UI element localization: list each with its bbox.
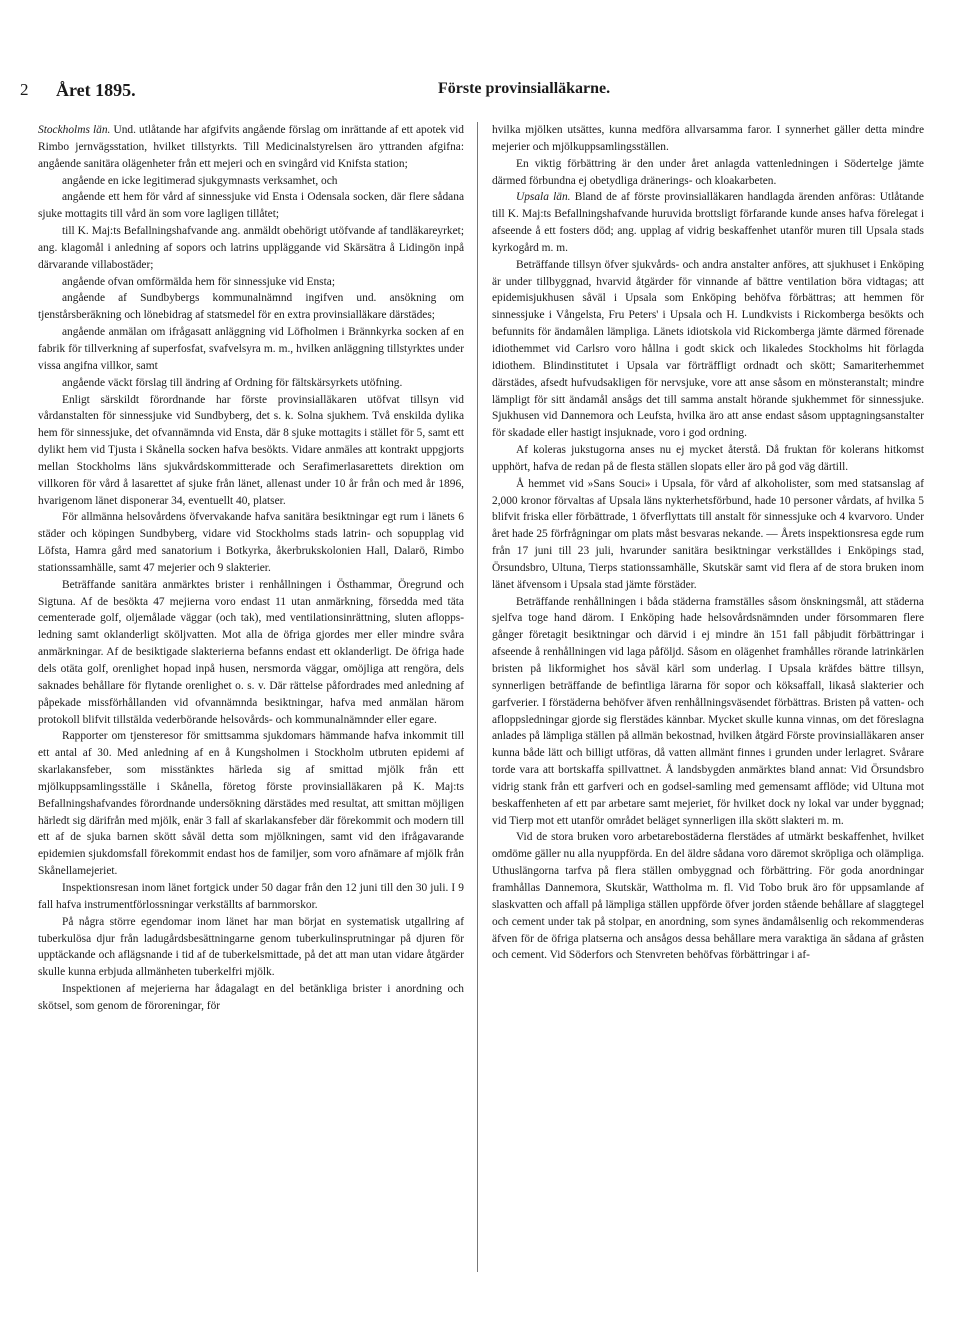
paragraph: [38, 189, 464, 223]
paragraph: [492, 476, 924, 594]
paragraph: [38, 122, 464, 173]
paragraph: [38, 577, 464, 729]
paragraph-text: Enligt särskildt förordnande har förste provinsialläkaren utöfvat tillsyn vid vårdanstalten för sinnessjuke vid Sundbyberg, det s. k. Solna sjukhem. Två enskilda dylika hem för sinnessjuke, det ofvannämnda vid Ensta, där 8 sjuke mottagits i stället för 5, samt ett dylikt hem vid Tjusta i Skånella socken hafva besökts. Vidare anmäles att kontrakt uppgjorts mellan Stockholms läns sjukvårdskommitterade och Serafimerlasarettets direktion om villkoren för vård å lasarettet af sjuke från länet, allenast under 10 år från och med år 1896, hvarigenom länet disponerar 34, eventuellt 40, platser.: [38, 393, 464, 507]
paragraph-text: Vid de stora bruken voro arbetarebostäderna flerstädes af utmärkt beskaffenhet, hvilket omdöme gäller nu alla nyuppförda. En del äldre sådana voro däremot skröpliga och olämpliga. Uthuslängorna tarfva på flera ställen ombyggnad och förbättring. För goda anordningar framhållas Dannemora, Skutskär, Wattholma m. fl. Vid Tobo bruk äro för uppsamlande af slaskvatten och affall på lämpliga ställen uppförde öfver jorden stående behållare af slaggtegel och cement under tak på stolpar, en anordning, som synes ändamålsenlig och rekommenderas äfven för de öfriga platserna och ansågos dessa behållare mera varaktiga än sådana af gråsten och cement. Vid Söderfors och Stenvreten behöfvas förbättringar i af-: [492, 831, 924, 962]
paragraph-text: Beträffande sanitära anmärktes brister i renhållningen i Östhammar, Öregrund och Sigtuna. Af de besökta 47 mejierna voro endast 11 utan anmärkning, försedda med täta cementerade golf, oljemålade väggar (och tak), med ventilationsinrättning, sluten aflopps-ledning samt oklanderligt sköljvatten. Mot alla de öfriga gjordes mer eller mindre svåra anmärkningar. Af de besiktigade slakterierna befanns endast ett oklanderligt. De öfriga hade dels otäta golf, orenlighet hopad inpå husen, nersmorda väggar, omöjliga att rengöra, dels saknades behållare för flytande orenlighet o. s. v. Där rättelse påfordrades med anledning af påpekade missförhållanden vid ofvannämnda besiktningar, hafva med anmälan härom protokoll blifvit tillstälda vederbörande helsovårds- och kommunalnämnder eller egare.: [38, 578, 464, 726]
paragraph-text: Inspektionsresan inom länet fortgick under 50 dagar från den 12 juni till den 30 juli. I 9 fall hafva instrumentförlossningar verkställts af barnmorskor.: [38, 881, 464, 911]
section-lead: Stockholms län.: [38, 124, 111, 136]
paragraph-text: Und. utlåtande har afgifvits angående förslag om inrättande af ett apotek vid Rimbo jernvägsstation, hvilket tillstyrkts. Till Medicinalstyrelsen äro yttranden afgifna: angående sanitära olägenheter från ett mejeri och en svingård vid Knifsta station;: [38, 124, 464, 170]
paragraph-text: angående anmälan om ifrågasatt anläggning vid Löfholmen i Brännkyrka socken af en fabrik för tillverkning af superfosfat, svafvelsyra m. m., hvilken anläggning tillstyrktes under vissa angifna villkor, samt: [38, 326, 464, 372]
paragraph-text: angående ett hem för vård af sinnessjuke vid Ensta i Odensala socken, där flere sådana sjuke mottagits till vård än som vore lagligen tillåtet;: [38, 191, 464, 221]
paragraph: [38, 509, 464, 576]
column-divider: [477, 122, 478, 1272]
running-head-title: Förste provinsialläkarne.: [438, 80, 611, 97]
paragraph: [38, 290, 464, 324]
paragraph-text: Rapporter om tjensteresor för smittsamma sjukdomars hämmande hafva inkommit till ett antal af 30. Med anledning af en å Kungsholmen i Stockholm utbruten epidemi af skarlakansfeber, som misstänktes härleda sig af smittad mjölk från ett mjölkuppsamlingsställe i Skånella, företog förste provinsialläkaren på K. Maj:ts Befallningshafvandes förordnande undersökning därstädes med resultat, att smittan möjligen härledt sig därifrån med mjölk, enär 3 fall af skarlakansfeber där förekommit och modern till ett af de sjuka barnen skött såväl detta som mjölkningen, samt vid den ifrågavarande epidemien sjukdomsfall förekommit endast hos de familjer, som voro afnämare af mjölk från Skånellamejeriet.: [38, 730, 464, 878]
page-number: 2: [20, 80, 29, 99]
paragraph-text: hvilka mjölken utsättes, kunna medföra allvarsamma faror. I synnerhet gäller detta mindre mejerier och mjölkuppsamlingsställen.: [492, 124, 924, 153]
paragraph: [38, 375, 464, 392]
paragraph: [492, 442, 924, 476]
paragraph-text: angående väckt förslag till ändring af Ordning för fältskärsyrkets utöfning.: [62, 376, 403, 389]
paragraph: [38, 324, 464, 375]
paragraph-text: På några större egendomar inom länet har man börjat en systematisk utgallring af tuberkulösa djur från ladugårdsbesättningarne genom tuberkulinsprutningar på djuren för upptäckande och aflägsnande i tid af de tuberkelsmittade, på det att man utan vidare åtgärder skulle kunna erbjuda allmänheten tuberkelfri mjölk.: [38, 915, 464, 979]
paragraph-text: Å hemmet vid »Sans Souci» i Upsala, för vård af alkoholister, som med statsanslag af 2,000 kronor förvaltas af Upsala läns nykterhetsförbund, hade 10 personer vårdats, af hvilka 5 blifvit friska eller förbättrade, 1 öfverflyttats till anstalt för sinnessjuke och 4 kvarvoro. Under året hade 25 förfrågningar om plats måst besvaras nekande. — Årets inspektionsresa egde rum från 17 juni till 23 juli, hvarunder sanitära besiktningar verkställdes i Enköpings stad, Örsundsbro, Ultuna, Tierps stationssamhälle, Skutskär samt vid flera af de stora bruken inom länet äfvensom i Upsala stad jämte förstäder.: [492, 477, 924, 591]
paragraph: [38, 880, 464, 914]
paragraph: [38, 392, 464, 510]
page-header: [20, 80, 940, 104]
paragraph: [38, 173, 464, 190]
paragraph-text: till K. Maj:ts Befallningshafvande ang. anmäldt obehörigt utöfvande af tandläkareyrket; ang. klagomål i anledning af sopors och latrins uppläggande vid Skärsätra å Lidingön inpå därvarande villabostäder;: [38, 225, 464, 271]
paragraph-text: Beträffande renhållningen i båda städerna framställes såsom önskningsmål, att städerna sjelfva toge hand därom. I Enköping hade helsovårdsnämnden under försommaren flere gånger företagit besiktningar och därvid i ej mindre än 151 fall påbjudit förbättringar i afseende å renhållningen vid laga påföljd. Såsom en olägenhet framhålles rörande latrinkärlen bristen på likformighet hos såväl kärl som underlag. I Upsala kräfdes bättre tillsyn, synnerligen beträffande de befintliga lärarna för sopor och köksaffall, likaså slakterier och garfverier. I förstäderna behöfver äfven renhållningsväsendet förbättras. Bristen på vatten- och afloppsledningar gjorde sig flerstädes kännbar. Mycket skulle kunna vinnas, om det föreslagna anlades på lämpliga ställen på allmän bekostnad, hvilken åtgärd Förste provinsialläkaren anser kunna både lätt och billigt utföras, då vatten allmänt finnes i grunden under lerlagret. Svårare torde vara att bortskaffa spillvattnet. Å landsbygden anmärktes bland annat: Vid Örsundsbro vidrig stank från ett garfveri och en godsel-samling med gemensamt afflöde; vid Ultuna mot beskaffenheten af ett par arbetare samt mejeriet, för hvilket dock ny lokal var under byggnad; vid Tierp mot ett utanför området beläget synnerligen illa skött slakteri m. m.: [492, 595, 924, 827]
left-column: [38, 122, 464, 1015]
paragraph-text: angående en icke legitimerad sjukgymnasts verksamhet, och: [62, 174, 338, 187]
paragraph-text: En viktig förbättring är den under året anlagda vattenledningen i Södertelge jämte därmed förbundna ej obetydliga dränerings- och kloakarbeten.: [492, 157, 924, 187]
paragraph: [38, 981, 464, 1015]
paragraph: [492, 829, 924, 964]
paragraph: [492, 594, 924, 830]
paragraph: [492, 189, 924, 256]
paragraph-text: Inspektionen af mejerierna har ådagalagt en del betänkliga brister i anordning och skötsel, som genom de föroreningar, för: [38, 983, 464, 1012]
paragraph-text: angående af Sundbybergs kommunalnämnd ingifven und. ansökning om tjenstårsberäkning och lönebidrag af statsmedel för en extra provinsialläkare därstädes;: [38, 292, 464, 322]
paragraph-text: För allmänna helsovårdens öfvervakande hafva sanitära besiktningar egt rum i länets 6 städer och köpingen Sundbyberg, vidare vid Stockholms stads latrin- och sopupplag vid Löfsta, Hamra gård med sanatorium i Botkyrka, åkerbrukskolonien Hall, Dalarö, Rimbo stationssamhälle, samt 47 mejerier och 9 slakterier.: [38, 511, 464, 574]
paragraph: [38, 914, 464, 981]
paragraph-text: Af koleras jukstugorna anses nu ej mycket återstå. Då fruktan för kolerans hitkomst upphört, hafva de redan på de flesta ställen slopats eller äro på god väg därtill.: [492, 444, 924, 473]
paragraph: [38, 728, 464, 880]
paragraph: [38, 223, 464, 274]
paragraph: [492, 156, 924, 190]
section-lead: Upsala län.: [516, 191, 571, 204]
paragraph-text: Beträffande tillsyn öfver sjukvårds- och andra anstalter anföres, att sjukhuset i Enköping är under tillbyggnad, hvarvid åtgärder för vinnande af bättre ventilation böra vidtagas; att epidemisjukhusen såväl i Upsala som Enköping behöfva förbättras; att hemmen för sinnessjuke i Vångelsta, Fru Peters' i Upsala och H. Lundkvists i Rickomberga besökts och befunnits för ändamålen lämpliga. Länets idiotskola vid Rickomberga jämte därmed förenade idiothemmet vid Carlsro voro hållna i godt skick och likaledes Stockholms hit förlagda idiothem. Blindinstitutet i Upsala var förträffligt ordnadt och skött; Samariterhemmet därstädes, afsedt hufvudsakligen för nervsjuke, vore att anse såsom en mönsteranstalt; mindre lämpligt för sitt ändamål ansågs det till samma anstalt hörande sjukhemmet för sinnessjuke. Sjukhusen vid Dannemora och Leufsta, hvilka äro att anse endast såsom upptagningsanstalter för skadade eller hastigt insjuknade, voro i god ordning.: [492, 258, 924, 440]
running-head-year: Året 1895.: [56, 80, 136, 100]
paragraph: [38, 274, 464, 291]
paragraph: [492, 257, 924, 442]
right-column: [492, 122, 924, 964]
paragraph: [492, 122, 924, 156]
paragraph-text: Bland de af förste provinsialläkaren handlagda ärenden anföras: Utlåtande till K. Maj:ts Befallningshafvande huruvida brottsligt förfarande kunde anses hafva förelegat i afseende å ett fosters död; ang. upplag af vidrig beskaffenhet utanför muren till Upsala stads kyrkogård m. m.: [492, 191, 924, 254]
paragraph-text: angående ofvan omförmälda hem för sinnessjuke vid Ensta;: [62, 275, 335, 288]
